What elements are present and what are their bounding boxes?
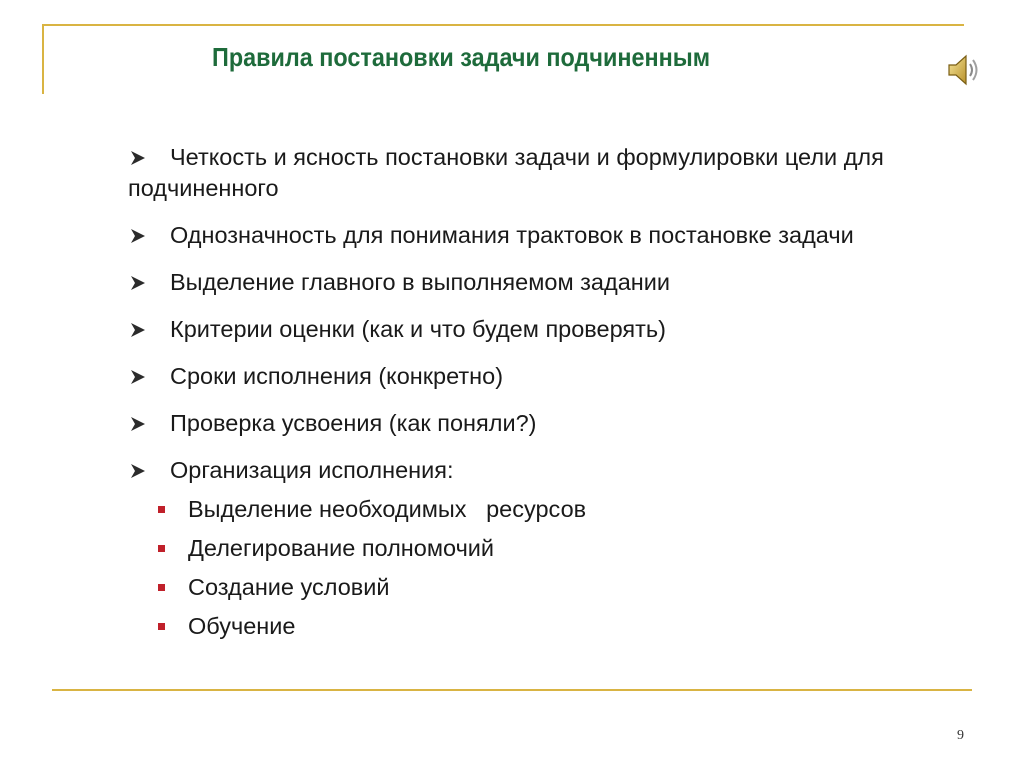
bottom-rule: [52, 689, 972, 691]
arrowhead-bullet-icon: [129, 415, 147, 433]
arrowhead-bullet-icon: [129, 368, 147, 386]
left-rule: [42, 24, 44, 94]
sub-list-item-text: Выделение необходимых ресурсов: [188, 496, 587, 522]
bullet-list: [128, 142, 938, 650]
page-number: 9: [957, 728, 964, 743]
list-item-text: Однозначность для понимания трактовок в постановке задачи: [170, 222, 854, 248]
list-item: [128, 314, 938, 345]
sub-list-item: [148, 533, 938, 564]
list-item: [128, 142, 938, 204]
list-item-text: Выделение главного в выполняемом задании: [170, 269, 670, 295]
list-item: [128, 361, 938, 392]
slide-title: Правила постановки задачи подчиненным: [212, 42, 711, 72]
arrowhead-bullet-icon: [129, 321, 147, 339]
square-bullet-icon: [158, 584, 165, 591]
list-item: [128, 408, 938, 439]
top-rule: [42, 24, 964, 26]
arrowhead-bullet-icon: [129, 274, 147, 292]
list-item-text: Организация исполнения:: [170, 457, 454, 483]
list-item-text: Критерии оценки (как и что будем проверять): [170, 316, 666, 342]
square-bullet-icon: [158, 623, 165, 630]
square-bullet-icon: [158, 506, 165, 513]
list-item-text: Проверка усвоения (как поняли?): [170, 410, 537, 436]
arrowhead-bullet-icon: [129, 227, 147, 245]
sub-list-item: [148, 572, 938, 603]
list-item: [128, 220, 938, 251]
list-item-text: Сроки исполнения (конкретно): [170, 363, 504, 389]
sub-list-item-text: Создание условий: [188, 574, 390, 600]
list-item: [128, 267, 938, 298]
square-bullet-icon: [158, 545, 165, 552]
arrowhead-bullet-icon: [129, 462, 147, 480]
list-item-text: Четкость и ясность постановки задачи и формулировки цели для подчиненного: [128, 144, 884, 201]
sub-list-item-text: Обучение: [188, 613, 296, 639]
speaker-icon[interactable]: [944, 50, 984, 90]
sub-list-item: [148, 494, 938, 525]
sub-list-item-text: Делегирование полномочий: [188, 535, 495, 561]
sub-list-item: [148, 611, 938, 642]
arrowhead-bullet-icon: [129, 149, 147, 167]
list-item: [128, 455, 938, 486]
